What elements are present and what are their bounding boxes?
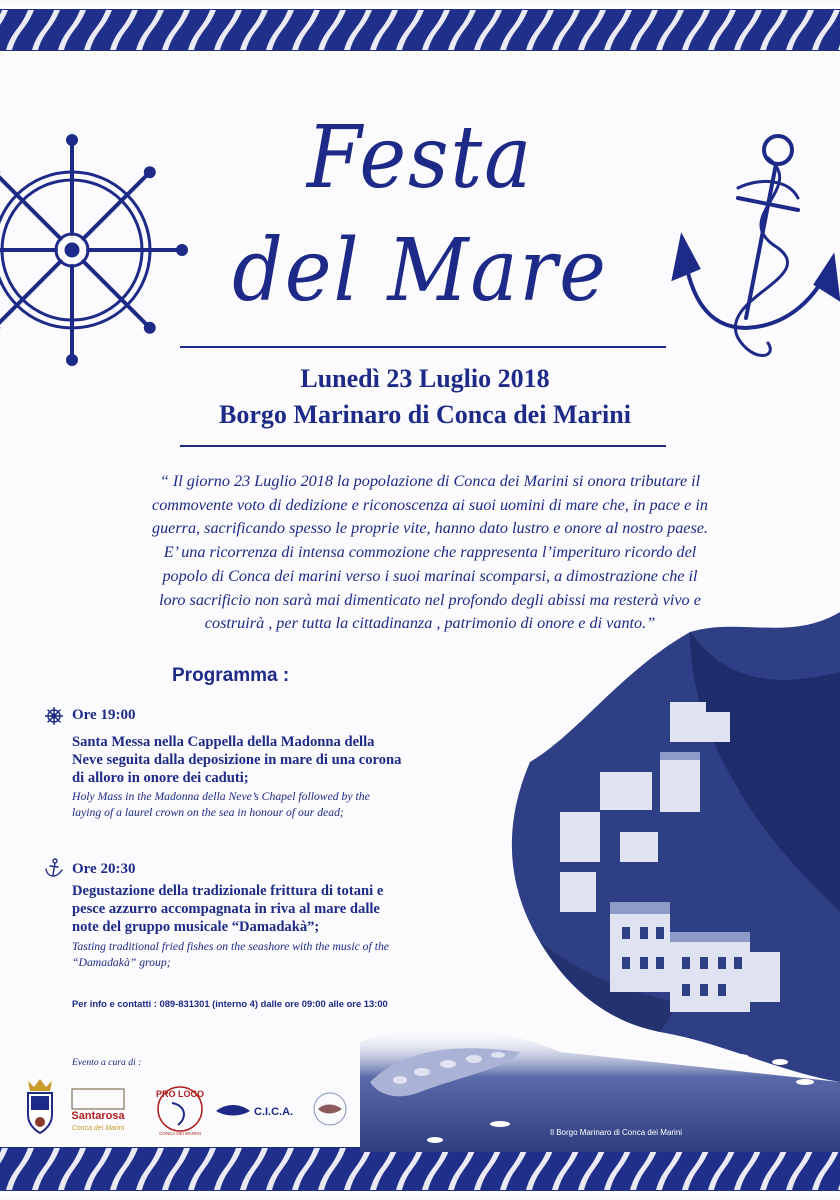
organized-by-label: Evento a cura di :: [72, 1057, 142, 1068]
santarosa-logo: [71, 1089, 125, 1132]
wheel-handle: [146, 168, 154, 176]
event-1-description-it: Santa Messa nella Cappella della Madonna della Neve seguita dalla deposizione in mare di una corona di alloro in onore dei caduti;: [72, 734, 402, 786]
dedication-quote: [100, 470, 760, 636]
wheel-handle: [146, 324, 154, 332]
event-1-time: Ore 19:00: [72, 707, 136, 723]
wheel-spoke: [83, 261, 151, 329]
quote-line: guerra, sacrificando spesso le proprie vite, hanno dato lustro e onore al nostro paese.: [151, 519, 709, 538]
ship-wheel-icon: [44, 706, 64, 726]
santarosa-logo-subtitle: Conca dei Marini: [71, 1125, 125, 1132]
event-2-description-it: Degustazione della tradizionale frittura di totani e pesce azzurro accompagnata in riva al mare dalle note del gruppo musicale “Damadakà”;: [72, 883, 384, 935]
cica-logo: [216, 1105, 293, 1118]
pro-loco-logo-title: PRO LOCO: [155, 1089, 205, 1099]
title-line-1: Festa: [306, 108, 534, 208]
quote-line: “ Il giorno 23 Luglio 2018 la popolazione di Conca dei Marini si onora tributare il: [159, 472, 701, 490]
quote-line: E’ una ricorrenza di intensa commozione che rappresenta l’imperituro ricordo del: [163, 543, 697, 562]
contact-info: Per info e contatti : 089-831301 (interno 4) dalle ore 09:00 alle ore 13:00: [72, 998, 388, 1009]
anchor-illustration: [668, 128, 840, 378]
title-divider-top: [180, 346, 666, 348]
coastal-village-photo: [360, 612, 840, 1152]
pro-loco-logo: [156, 1087, 204, 1136]
wheel-handle: [68, 136, 76, 144]
wheel-handle: [68, 356, 76, 364]
quote-line: loro sacrificio non sarà mai dimenticato nel profondo degli abissi ma resterà vivo e: [159, 590, 701, 609]
cica-logo-title: C.I.C.A.: [254, 1106, 294, 1118]
coat-of-arms-logo: [28, 1079, 52, 1133]
quote-line: costruirà , per tutta la cittadinanza , patrimonio di onore e di vanto.”: [204, 614, 656, 633]
rope-border-top: [0, 0, 840, 70]
fishing-association-logo: [314, 1093, 346, 1125]
anchor-icon: [44, 858, 64, 878]
event-2-description-en: Tasting traditional fried fishes on the seashore with the music of the “Damadakà” group;: [72, 940, 389, 969]
program-title: Programma :: [172, 665, 290, 686]
sponsor-logos: [20, 1075, 360, 1140]
title-line-2: del Mare: [232, 221, 608, 321]
pro-loco-logo-subtitle: CONCA DEI MARINI: [159, 1131, 201, 1136]
event-2-time: Ore 20:30: [72, 861, 136, 877]
quote-line: popolo di Conca dei marini verso i suoi marinai scomparsi, a dimostrazione che il: [162, 566, 698, 585]
event-1-description-en: Holy Mass in the Madonna della Neve’s Chapel followed by the laying of a laurel crown on the sea in honour of our dead;: [72, 790, 370, 819]
santarosa-logo-title: Santarosa: [71, 1110, 125, 1122]
event-place: Borgo Marinaro di Conca dei Marini: [219, 400, 631, 429]
quote-line: commovente voto di dedizione e riconoscenza ai suoi uomini di mare che, in pace e in: [152, 495, 708, 514]
wheel-handle: [178, 246, 186, 254]
event-date: Lunedì 23 Luglio 2018: [300, 364, 550, 393]
title-divider-bottom: [180, 445, 666, 447]
ship-wheel-illustration: [0, 128, 195, 378]
photo-caption: Il Borgo Marinaro di Conca dei Marini: [550, 1128, 683, 1137]
wheel-spoke: [83, 171, 151, 239]
